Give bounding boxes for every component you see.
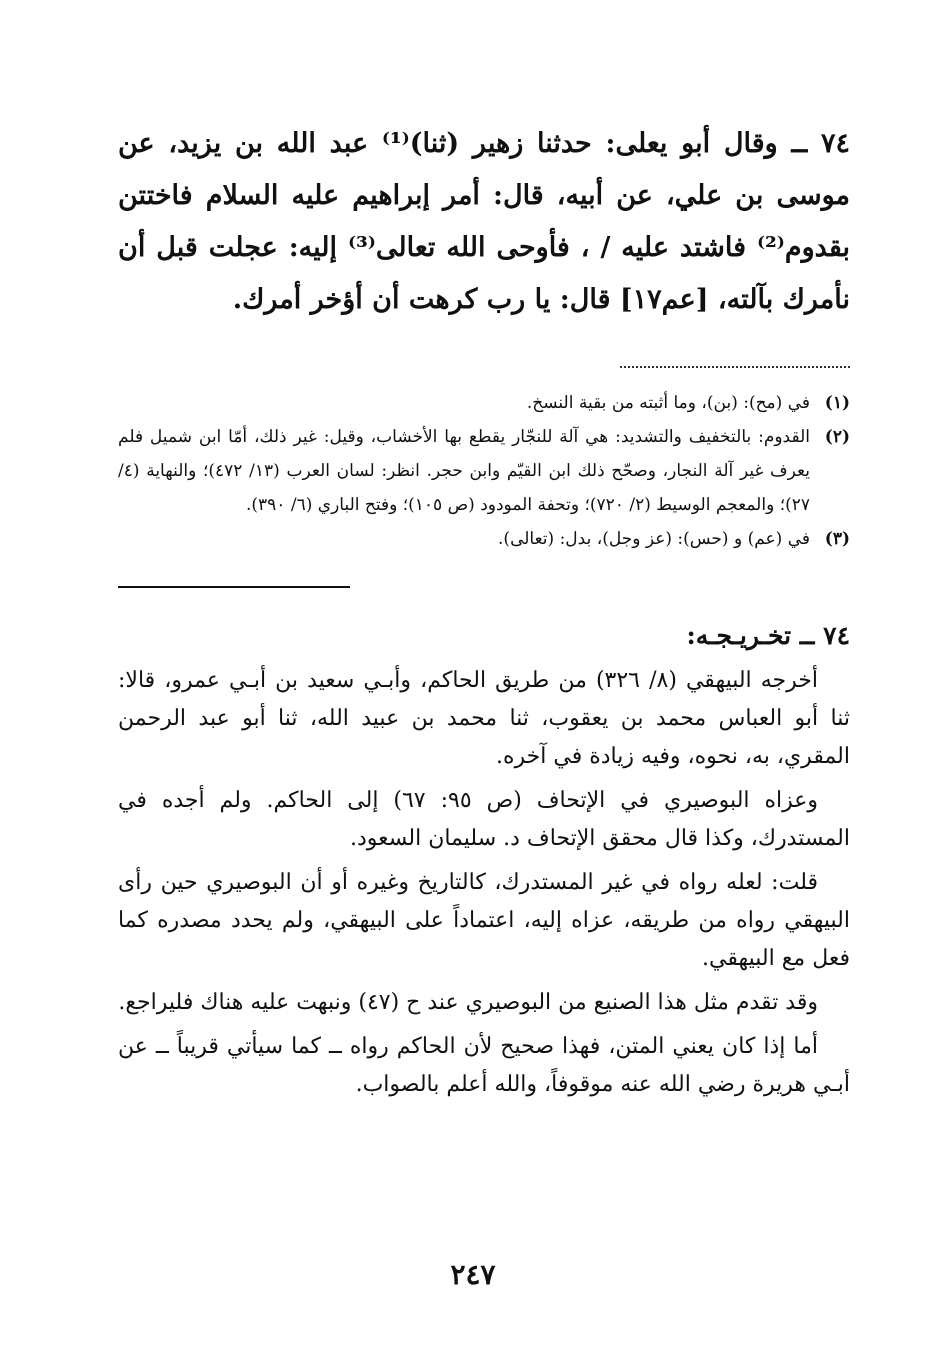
footnote <box>118 386 850 420</box>
footnote-separator <box>620 366 850 368</box>
footnote-text: في (عم) و (حس): (عز وجل)، بدل: (تعالى). <box>498 529 810 549</box>
footnote <box>118 522 850 556</box>
footnotes <box>118 386 850 556</box>
footnote <box>118 420 850 522</box>
book-page <box>118 118 850 1104</box>
footnote-text: في (مح): (بن)، وما أثبته من بقية النسخ. <box>526 393 810 413</box>
footnote-label: (٢) <box>824 427 850 447</box>
takhrij-paragraph: وعزاه البوصيري في الإتحاف (ص ٩٥: ٦٧) إلى الحاكم. ولم أجده في المستدرك، وكذا قال محقق الإتحاف د. سليمان السعود. <box>118 788 850 851</box>
takhrij-heading: ٧٤ ــ تخـريـجـه: <box>686 621 850 650</box>
footnote-label: (٣) <box>824 529 850 549</box>
section-divider <box>118 586 350 588</box>
takhrij-paragraph: أما إذا كان يعني المتن، فهذا صحيح لأن الحاكم رواه ــ كما سيأتي قريباً ــ عن أبـي هريرة رضي الله عنه موقوفاً، والله أعلم بالصواب. <box>118 1034 850 1097</box>
hadith-text: ٧٤ ــ وقال أبو يعلى: حدثنا زهير (ثنا)⁽¹⁾ عبد الله بن يزيد، عن موسى بن علي، عن أبيه، قال: أمر إبراهيم عليه السلام فاختتن بقدوم⁽²⁾ فاشتد عليه / ، فأوحى الله تعالى⁽³⁾ إليه: عجلت قبل أن نأمرك بآلته، [عم١٧] قال: يا رب كرهت أن أؤخر أمرك. <box>118 128 850 315</box>
footnote-text: القدوم: بالتخفيف والتشديد: هي آلة للنجّار يقطع بها الأخشاب، وقيل: غير ذلك، أمّا ابن شميل فلم يعرف غير آلة النجار، وصحّح ذلك ابن القيّم وابن حجر. انظر: لسان العرب (١٣/ ٤٧٢)؛ والنهاية (٤/ ٢٧)؛ والمعجم الوسيط (٢/ ٧٢٠)؛ وتحفة المودود (ص ١٠٥)؛ وفتح الباري (٦/ ٣٩٠). <box>118 427 810 515</box>
footnote-label: (١) <box>824 393 850 413</box>
takhrij-paragraph: قلت: لعله رواه في غير المستدرك، كالتاريخ وغيره أو أن البوصيري حين رأى البيهقي رواه من طريقه، عزاه إليه، اعتماداً على البيهقي، ولم يحدد مصدره كما فعل مع البيهقي. <box>118 870 850 971</box>
page-number: ٢٤٧ <box>450 1258 496 1291</box>
takhrij-paragraph: أخرجه البيهقي (٨/ ٣٢٦) من طريق الحاكم، وأبـي سعيد بن أبـي عمرو، قالا: ثنا أبو العباس محمد بن يعقوب، ثنا محمد بن عبيد الله، ثنا أبو عبد الرحمن المقري، به، نحوه، وفيه زيادة في آخره. <box>118 668 850 769</box>
takhrij-paragraph: وقد تقدم مثل هذا الصنيع من البوصيري عند ح (٤٧) ونبهت عليه هناك فليراجع. <box>118 990 818 1015</box>
